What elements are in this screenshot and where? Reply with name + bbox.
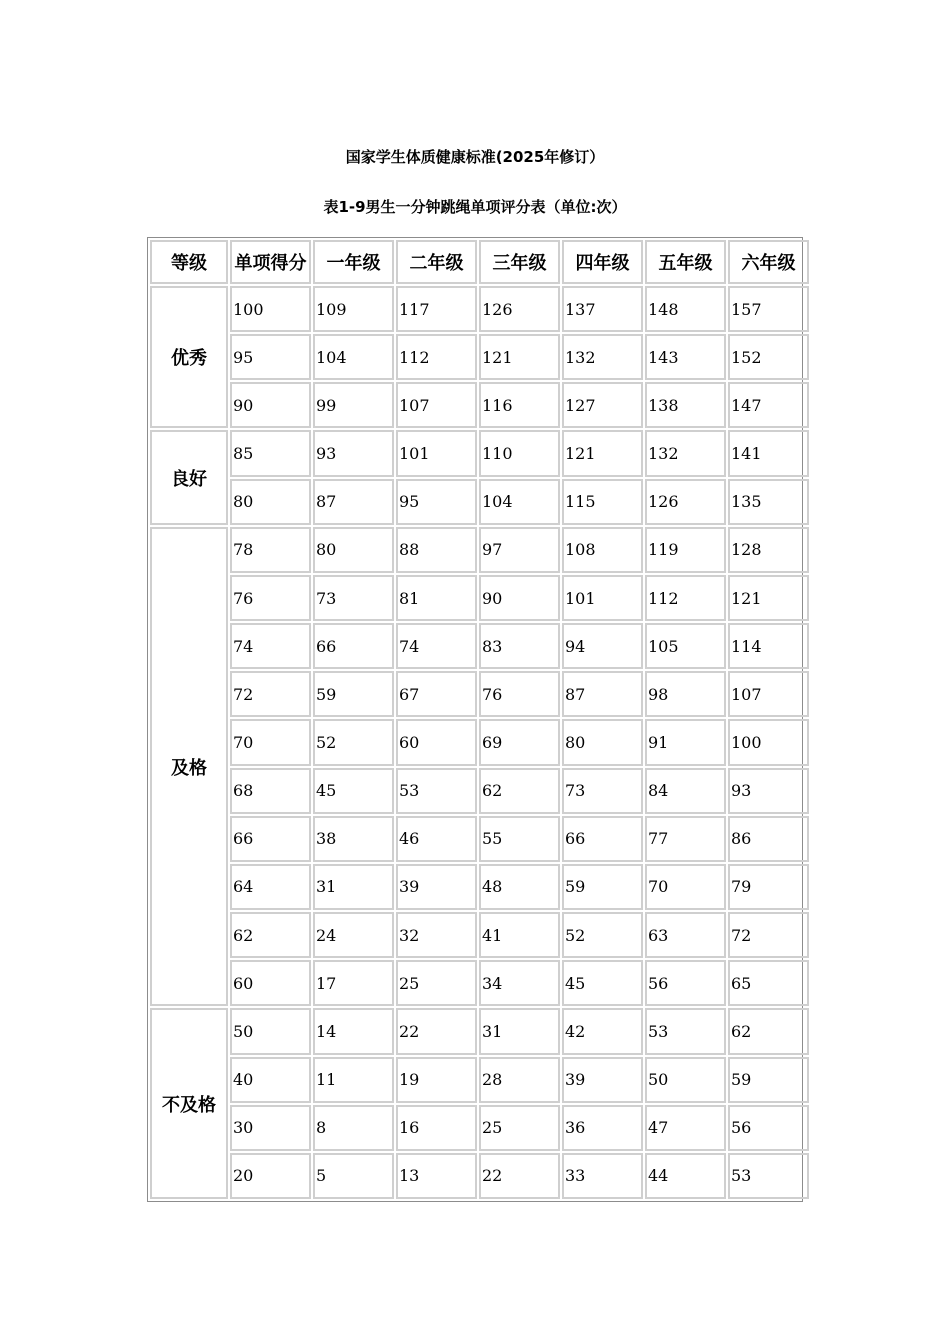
column-header: 单项得分 xyxy=(230,240,311,284)
count-cell: 121 xyxy=(479,334,560,380)
count-cell: 46 xyxy=(396,816,477,862)
table-row xyxy=(150,768,809,814)
count-cell: 88 xyxy=(396,527,477,573)
table-row xyxy=(150,430,809,476)
score-cell: 80 xyxy=(230,479,311,525)
count-cell: 25 xyxy=(479,1105,560,1151)
count-cell: 17 xyxy=(313,960,394,1006)
score-cell: 68 xyxy=(230,768,311,814)
grade-label: 及格 xyxy=(150,527,228,1007)
table-row xyxy=(150,527,809,573)
count-cell: 126 xyxy=(479,286,560,332)
count-cell: 126 xyxy=(645,479,726,525)
count-cell: 90 xyxy=(479,575,560,621)
count-cell: 72 xyxy=(728,912,809,958)
count-cell: 76 xyxy=(479,671,560,717)
count-cell: 94 xyxy=(562,623,643,669)
count-cell: 73 xyxy=(313,575,394,621)
score-cell: 76 xyxy=(230,575,311,621)
count-cell: 121 xyxy=(562,430,643,476)
score-table-frame xyxy=(147,237,803,1202)
count-cell: 44 xyxy=(645,1153,726,1199)
document-title: 国家学生体质健康标准(2025年修订） xyxy=(345,148,605,166)
count-cell: 138 xyxy=(645,382,726,428)
count-cell: 62 xyxy=(479,768,560,814)
table-row xyxy=(150,1008,809,1054)
count-cell: 79 xyxy=(728,864,809,910)
count-cell: 127 xyxy=(562,382,643,428)
column-header: 二年级 xyxy=(396,240,477,284)
count-cell: 34 xyxy=(479,960,560,1006)
count-cell: 81 xyxy=(396,575,477,621)
count-cell: 42 xyxy=(562,1008,643,1054)
count-cell: 5 xyxy=(313,1153,394,1199)
count-cell: 53 xyxy=(396,768,477,814)
count-cell: 38 xyxy=(313,816,394,862)
table-row xyxy=(150,575,809,621)
count-cell: 117 xyxy=(396,286,477,332)
count-cell: 59 xyxy=(562,864,643,910)
count-cell: 56 xyxy=(728,1105,809,1151)
count-cell: 62 xyxy=(728,1008,809,1054)
table-title: 表1-9男生一分钟跳绳单项评分表（单位:次） xyxy=(323,198,627,216)
score-cell: 62 xyxy=(230,912,311,958)
table-row xyxy=(150,1105,809,1151)
count-cell: 25 xyxy=(396,960,477,1006)
count-cell: 132 xyxy=(562,334,643,380)
count-cell: 14 xyxy=(313,1008,394,1054)
table-row xyxy=(150,719,809,765)
score-cell: 72 xyxy=(230,671,311,717)
score-cell: 95 xyxy=(230,334,311,380)
count-cell: 59 xyxy=(728,1057,809,1103)
count-cell: 101 xyxy=(562,575,643,621)
count-cell: 31 xyxy=(313,864,394,910)
count-cell: 16 xyxy=(396,1105,477,1151)
count-cell: 73 xyxy=(562,768,643,814)
count-cell: 91 xyxy=(645,719,726,765)
score-cell: 30 xyxy=(230,1105,311,1151)
count-cell: 147 xyxy=(728,382,809,428)
count-cell: 28 xyxy=(479,1057,560,1103)
count-cell: 108 xyxy=(562,527,643,573)
score-cell: 78 xyxy=(230,527,311,573)
count-cell: 56 xyxy=(645,960,726,1006)
count-cell: 66 xyxy=(313,623,394,669)
count-cell: 11 xyxy=(313,1057,394,1103)
count-cell: 143 xyxy=(645,334,726,380)
score-cell: 60 xyxy=(230,960,311,1006)
table-row xyxy=(150,382,809,428)
count-cell: 128 xyxy=(728,527,809,573)
score-table xyxy=(148,238,811,1201)
count-cell: 48 xyxy=(479,864,560,910)
column-header: 等级 xyxy=(150,240,228,284)
count-cell: 60 xyxy=(396,719,477,765)
count-cell: 105 xyxy=(645,623,726,669)
count-cell: 141 xyxy=(728,430,809,476)
count-cell: 132 xyxy=(645,430,726,476)
count-cell: 97 xyxy=(479,527,560,573)
count-cell: 13 xyxy=(396,1153,477,1199)
column-header: 三年级 xyxy=(479,240,560,284)
score-cell: 85 xyxy=(230,430,311,476)
score-cell: 64 xyxy=(230,864,311,910)
count-cell: 121 xyxy=(728,575,809,621)
count-cell: 80 xyxy=(313,527,394,573)
count-cell: 110 xyxy=(479,430,560,476)
count-cell: 45 xyxy=(313,768,394,814)
table-row xyxy=(150,1057,809,1103)
count-cell: 66 xyxy=(562,816,643,862)
count-cell: 45 xyxy=(562,960,643,1006)
count-cell: 74 xyxy=(396,623,477,669)
column-header: 六年级 xyxy=(728,240,809,284)
table-row xyxy=(150,334,809,380)
table-row xyxy=(150,623,809,669)
count-cell: 39 xyxy=(562,1057,643,1103)
count-cell: 63 xyxy=(645,912,726,958)
count-cell: 53 xyxy=(645,1008,726,1054)
score-cell: 20 xyxy=(230,1153,311,1199)
count-cell: 114 xyxy=(728,623,809,669)
count-cell: 55 xyxy=(479,816,560,862)
count-cell: 33 xyxy=(562,1153,643,1199)
count-cell: 84 xyxy=(645,768,726,814)
count-cell: 119 xyxy=(645,527,726,573)
count-cell: 157 xyxy=(728,286,809,332)
count-cell: 53 xyxy=(728,1153,809,1199)
header-row xyxy=(150,240,809,284)
count-cell: 65 xyxy=(728,960,809,1006)
count-cell: 104 xyxy=(313,334,394,380)
table-row xyxy=(150,671,809,717)
count-cell: 70 xyxy=(645,864,726,910)
count-cell: 135 xyxy=(728,479,809,525)
table-row xyxy=(150,912,809,958)
count-cell: 31 xyxy=(479,1008,560,1054)
count-cell: 112 xyxy=(645,575,726,621)
count-cell: 86 xyxy=(728,816,809,862)
count-cell: 69 xyxy=(479,719,560,765)
score-cell: 90 xyxy=(230,382,311,428)
count-cell: 77 xyxy=(645,816,726,862)
score-cell: 50 xyxy=(230,1008,311,1054)
column-header: 一年级 xyxy=(313,240,394,284)
count-cell: 93 xyxy=(313,430,394,476)
count-cell: 152 xyxy=(728,334,809,380)
count-cell: 98 xyxy=(645,671,726,717)
count-cell: 36 xyxy=(562,1105,643,1151)
score-cell: 74 xyxy=(230,623,311,669)
count-cell: 116 xyxy=(479,382,560,428)
count-cell: 19 xyxy=(396,1057,477,1103)
count-cell: 83 xyxy=(479,623,560,669)
table-row xyxy=(150,960,809,1006)
count-cell: 115 xyxy=(562,479,643,525)
count-cell: 95 xyxy=(396,479,477,525)
count-cell: 137 xyxy=(562,286,643,332)
count-cell: 24 xyxy=(313,912,394,958)
count-cell: 101 xyxy=(396,430,477,476)
count-cell: 104 xyxy=(479,479,560,525)
table-body xyxy=(150,286,809,1199)
count-cell: 67 xyxy=(396,671,477,717)
count-cell: 107 xyxy=(728,671,809,717)
grade-label: 优秀 xyxy=(150,286,228,428)
count-cell: 50 xyxy=(645,1057,726,1103)
score-cell: 100 xyxy=(230,286,311,332)
count-cell: 100 xyxy=(728,719,809,765)
count-cell: 22 xyxy=(396,1008,477,1054)
table-row xyxy=(150,864,809,910)
score-cell: 70 xyxy=(230,719,311,765)
count-cell: 87 xyxy=(313,479,394,525)
count-cell: 32 xyxy=(396,912,477,958)
count-cell: 47 xyxy=(645,1105,726,1151)
table-row xyxy=(150,479,809,525)
count-cell: 109 xyxy=(313,286,394,332)
count-cell: 41 xyxy=(479,912,560,958)
table-row xyxy=(150,1153,809,1199)
grade-label: 良好 xyxy=(150,430,228,524)
count-cell: 52 xyxy=(562,912,643,958)
grade-label: 不及格 xyxy=(150,1008,228,1199)
count-cell: 39 xyxy=(396,864,477,910)
count-cell: 112 xyxy=(396,334,477,380)
count-cell: 80 xyxy=(562,719,643,765)
count-cell: 107 xyxy=(396,382,477,428)
count-cell: 148 xyxy=(645,286,726,332)
score-cell: 66 xyxy=(230,816,311,862)
count-cell: 59 xyxy=(313,671,394,717)
count-cell: 99 xyxy=(313,382,394,428)
count-cell: 52 xyxy=(313,719,394,765)
score-cell: 40 xyxy=(230,1057,311,1103)
count-cell: 93 xyxy=(728,768,809,814)
table-row xyxy=(150,816,809,862)
table-row xyxy=(150,286,809,332)
column-header: 五年级 xyxy=(645,240,726,284)
count-cell: 87 xyxy=(562,671,643,717)
count-cell: 22 xyxy=(479,1153,560,1199)
count-cell: 8 xyxy=(313,1105,394,1151)
column-header: 四年级 xyxy=(562,240,643,284)
